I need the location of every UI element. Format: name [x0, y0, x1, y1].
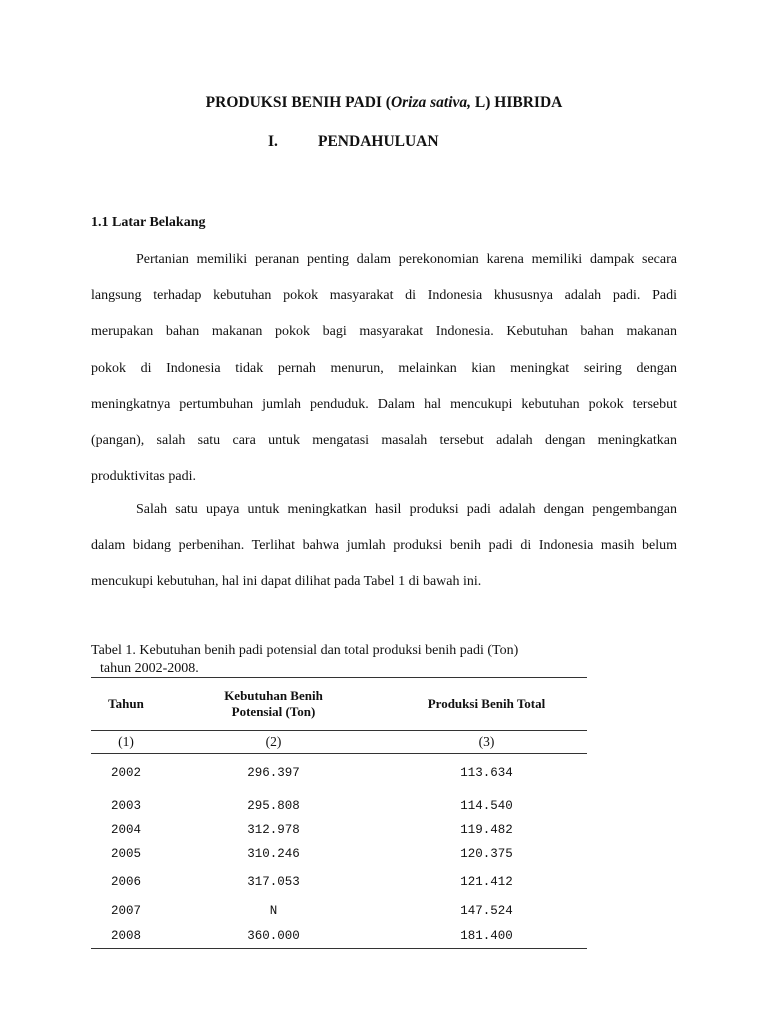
- table-row: [91, 754, 587, 792]
- column-number: (2): [161, 731, 386, 754]
- cell-produksi: 181.400: [386, 924, 587, 949]
- paragraph-line: produktivitas padi.: [91, 469, 196, 485]
- table-row: [91, 842, 587, 866]
- cell-produksi: 120.375: [460, 847, 513, 861]
- cell-year: 2004: [110, 823, 141, 837]
- cell-year: 2005: [110, 847, 141, 861]
- table-column-numbers: [91, 731, 587, 754]
- cell-kebutuhan: 296.397: [247, 765, 300, 780]
- title-text-start: PRODUKSI BENIH PADI (: [205, 94, 391, 111]
- cell-year: 2006: [110, 875, 141, 889]
- paragraph-1: [91, 242, 677, 495]
- table-row: [91, 818, 587, 842]
- column-header-tahun: Tahun: [91, 678, 161, 731]
- paragraph-line: meningkatnya pertumbuhan jumlah penduduk. Dalam hal mencukupi kebutuhan pokok tersebut: [91, 396, 677, 412]
- column-number: (1): [91, 731, 161, 754]
- cell-kebutuhan: 317.053: [247, 875, 300, 889]
- paragraph-line: merupakan bahan makanan pokok bagi masyarakat Indonesia. Kebutuhan bahan makanan: [91, 324, 677, 340]
- table-row: [91, 898, 587, 924]
- table-row: [91, 924, 587, 949]
- cell-kebutuhan: N: [269, 904, 278, 918]
- chapter-number: I.: [268, 133, 278, 150]
- cell-produksi: 121.412: [460, 875, 513, 889]
- document-title: [0, 94, 768, 112]
- table-header-row: [91, 678, 587, 731]
- cell-year: 2002: [110, 765, 141, 780]
- chapter-name: PENDAHULUAN: [318, 133, 439, 150]
- cell-kebutuhan: 360.000: [161, 924, 386, 949]
- column-header-kebutuhan: Kebutuhan Benih Potensial (Ton): [161, 678, 386, 731]
- cell-produksi: 119.482: [460, 823, 513, 837]
- title-scientific-name: Oriza sativa,: [390, 94, 472, 111]
- paragraph-line: Salah satu upaya untuk meningkatkan hasil produksi padi adalah dengan pengembangan: [136, 502, 677, 517]
- section-heading: 1.1 Latar Belakang: [91, 215, 206, 230]
- cell-produksi: 113.634: [460, 765, 513, 780]
- paragraph-line: Pertanian memiliki peranan penting dalam perekonomian karena memiliki dampak secara: [136, 252, 677, 267]
- table-row: [91, 866, 587, 898]
- title-text-end: L) HIBRIDA: [471, 94, 563, 111]
- caption-line: Tabel 1. Kebutuhan benih padi potensial dan total produksi benih padi (Ton): [91, 643, 519, 658]
- table-caption: [91, 642, 518, 678]
- chapter-heading: [268, 133, 439, 151]
- paragraph-line: (pangan), salah satu cara untuk mengatasi masalah tersebut adalah dengan meningkatkan: [91, 432, 677, 448]
- paragraph-line: dalam bidang perbenihan. Terlihat bahwa jumlah produksi benih padi di Indonesia masih belum: [91, 538, 677, 554]
- caption-line: tahun 2002-2008.: [100, 661, 199, 676]
- cell-kebutuhan: 312.978: [247, 823, 300, 837]
- cell-kebutuhan: 295.808: [247, 799, 300, 813]
- paragraph-line: mencukupi kebutuhan, hal ini dapat dilihat pada Tabel 1 di bawah ini.: [91, 574, 482, 590]
- cell-year: 2003: [110, 799, 141, 813]
- cell-year: 2007: [110, 904, 141, 918]
- column-number: (3): [386, 731, 587, 754]
- cell-year: 2008: [91, 924, 161, 949]
- cell-produksi: 114.540: [460, 799, 513, 813]
- cell-produksi: 147.524: [460, 904, 513, 918]
- data-table: [91, 677, 587, 949]
- paragraph-2: [91, 492, 677, 601]
- paragraph-line: langsung terhadap kebutuhan pokok masyarakat di Indonesia khususnya adalah padi. Padi: [91, 288, 677, 304]
- paragraph-line: pokok di Indonesia tidak pernah menurun, melainkan kian meningkat seiring dengan: [91, 360, 677, 376]
- column-header-produksi: Produksi Benih Total: [386, 678, 587, 731]
- cell-kebutuhan: 310.246: [247, 847, 300, 861]
- table-row: [91, 791, 587, 818]
